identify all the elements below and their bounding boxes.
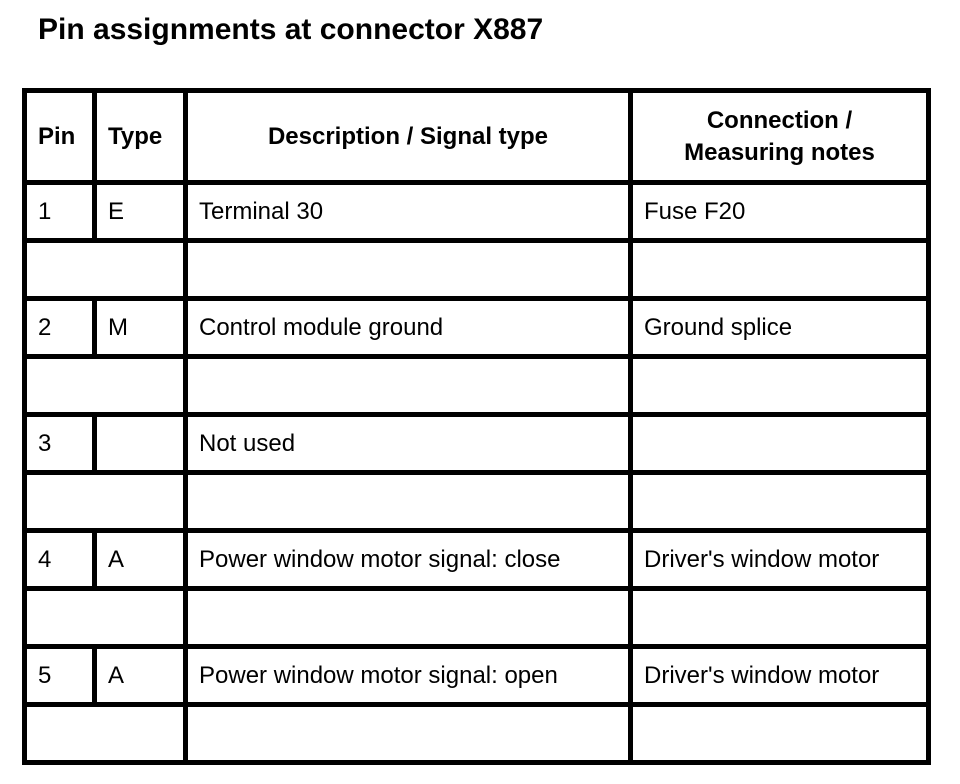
table-spacer-row <box>25 357 929 415</box>
table-spacer-row <box>25 473 929 531</box>
spacer-cell <box>25 589 186 647</box>
cell-type: E <box>95 183 186 241</box>
cell-pin: 5 <box>25 647 95 705</box>
cell-connection <box>631 415 929 473</box>
cell-description: Not used <box>186 415 631 473</box>
cell-pin: 4 <box>25 531 95 589</box>
spacer-cell <box>631 473 929 531</box>
cell-type: A <box>95 647 186 705</box>
cell-pin: 1 <box>25 183 95 241</box>
spacer-cell <box>631 589 929 647</box>
spacer-cell <box>631 705 929 763</box>
cell-connection: Driver's window motor <box>631 647 929 705</box>
cell-description: Terminal 30 <box>186 183 631 241</box>
cell-type: M <box>95 299 186 357</box>
spacer-cell <box>25 357 186 415</box>
spacer-cell <box>186 473 631 531</box>
cell-connection: Ground splice <box>631 299 929 357</box>
cell-type <box>95 415 186 473</box>
table-header-row <box>25 91 929 183</box>
header-connection-line1: Connection / <box>706 106 853 134</box>
cell-connection: Driver's window motor <box>631 531 929 589</box>
cell-pin: 2 <box>25 299 95 357</box>
header-connection-line2: Measuring notes <box>684 138 875 166</box>
header-description: Description / Signal type <box>186 91 631 183</box>
header-connection <box>631 91 929 183</box>
cell-description: Power window motor signal: open <box>186 647 631 705</box>
spacer-cell <box>186 589 631 647</box>
spacer-cell <box>631 357 929 415</box>
cell-pin: 3 <box>25 415 95 473</box>
table-row <box>25 183 929 241</box>
table-row <box>25 415 929 473</box>
table-spacer-row <box>25 241 929 299</box>
header-type: Type <box>95 91 186 183</box>
cell-description: Power window motor signal: close <box>186 531 631 589</box>
table-row <box>25 299 929 357</box>
cell-type: A <box>95 531 186 589</box>
cell-connection: Fuse F20 <box>631 183 929 241</box>
pin-assignment-table <box>22 88 931 765</box>
header-pin: Pin <box>25 91 95 183</box>
spacer-cell <box>25 705 186 763</box>
cell-description: Control module ground <box>186 299 631 357</box>
spacer-cell <box>186 357 631 415</box>
page-title: Pin assignments at connector X887 <box>38 13 544 46</box>
table-row <box>25 647 929 705</box>
table-spacer-row <box>25 705 929 763</box>
spacer-cell <box>186 241 631 299</box>
table-row <box>25 531 929 589</box>
table-spacer-row <box>25 589 929 647</box>
spacer-cell <box>631 241 929 299</box>
spacer-cell <box>186 705 631 763</box>
spacer-cell <box>25 241 186 299</box>
spacer-cell <box>25 473 186 531</box>
